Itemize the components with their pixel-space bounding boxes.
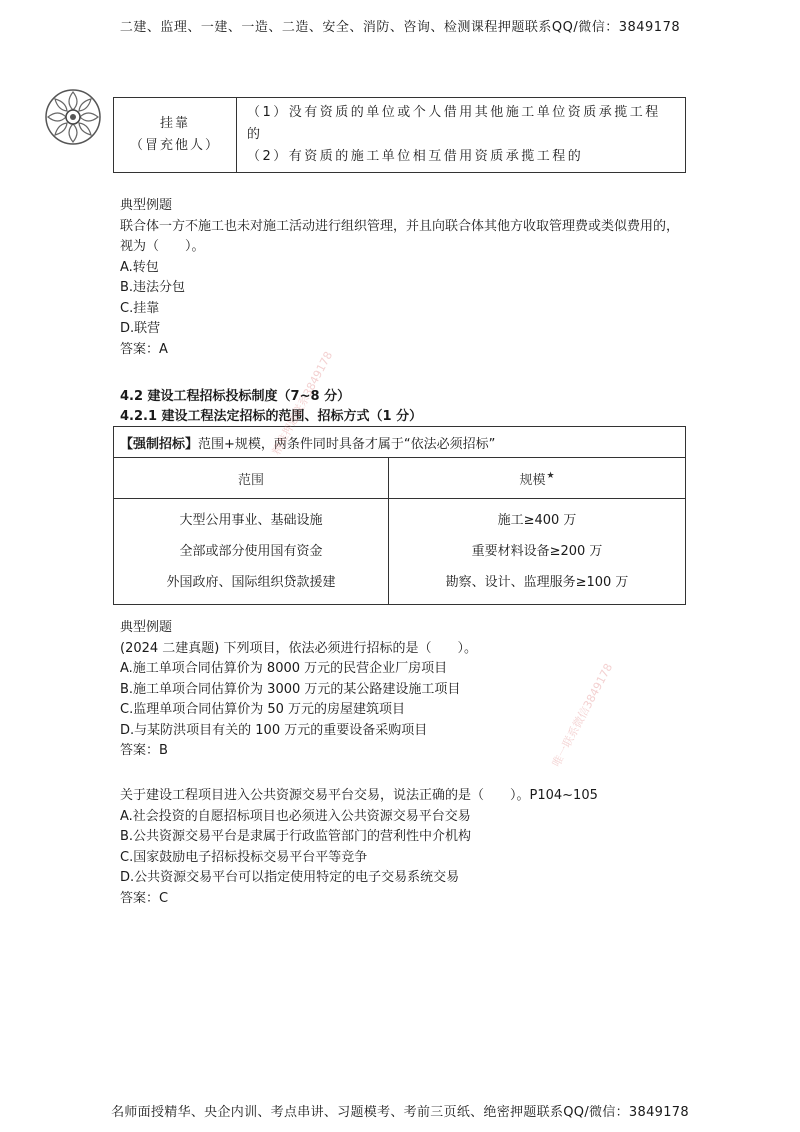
subsection-heading: 4.2.1 建设工程法定招标的范围、招标方式（1 分） bbox=[120, 409, 423, 424]
answer: 答案：C bbox=[120, 890, 169, 906]
answer: 答案：A bbox=[120, 341, 168, 357]
scope-item: 大型公用事业、基础设施 bbox=[179, 513, 323, 528]
option-d: D.联营 bbox=[120, 321, 161, 336]
page-header: 二建、监理、一建、一造、二造、安全、消防、咨询、检测课程押题联系QQ/微信：3849178 bbox=[119, 20, 681, 35]
column-header-scope: 范围 bbox=[114, 458, 389, 499]
option-b: B.违法分包 bbox=[120, 280, 186, 295]
scale-item: 施工≥400 万 bbox=[497, 513, 577, 528]
scale-item: 勘察、设计、监理服务≥100 万 bbox=[445, 575, 629, 590]
watermark: 唯一联系微信3849178 bbox=[549, 661, 616, 770]
question-stem: 关于建设工程项目进入公共资源交易平台交易，说法正确的是（ ）。P104~105 bbox=[120, 788, 598, 803]
affiliation-items bbox=[237, 98, 686, 173]
affiliation-item: （1）没有资质的单位或个人借用其他施工单位资质承揽工程的 bbox=[247, 105, 661, 142]
table-mandatory-bidding bbox=[113, 426, 686, 605]
example-title: 典型例题 bbox=[120, 198, 173, 213]
column-header-scale: 规模★ bbox=[389, 458, 686, 499]
example-question-2 bbox=[120, 618, 477, 762]
watermark: 精准押题联系3849178 bbox=[269, 349, 336, 458]
section-heading: 4.2 建设工程招标投标制度（7~8 分） bbox=[120, 389, 351, 404]
example-question-1 bbox=[120, 196, 690, 360]
option-d: D.公共资源交易平台可以指定使用特定的电子交易系统交易 bbox=[120, 870, 460, 885]
example-question-3 bbox=[120, 786, 598, 909]
option-c: C.国家鼓励电子招标投标交易平台平等竞争 bbox=[120, 849, 368, 865]
example-title: 典型例题 bbox=[120, 620, 173, 635]
seal-logo-icon bbox=[44, 88, 102, 146]
option-c: C.监理单项合同估算价为 50 万元的房屋建筑项目 bbox=[120, 702, 406, 717]
option-b: B.公共资源交易平台是隶属于行政监管部门的营利性中介机构 bbox=[120, 829, 472, 844]
option-a: A.社会投资的自愿招标项目也必须进入公共资源交易平台交易 bbox=[120, 808, 471, 824]
option-d: D.与某防洪项目有关的 100 万元的重要设备采购项目 bbox=[120, 722, 428, 738]
question-stem: (2024 二建真题) 下列项目，依法必须进行招标的是（ ）。 bbox=[120, 640, 477, 656]
scope-list bbox=[114, 499, 389, 605]
option-c: C.挂靠 bbox=[120, 300, 160, 316]
affiliation-label: 挂靠 （冒充他人） bbox=[114, 98, 237, 173]
table-caption: 【强制招标】范围+规模，两条件同时具备才属于“依法必须招标” bbox=[114, 427, 686, 458]
page-footer: 名师面授精华、央企内训、考点串讲、习题模考、考前三页纸、绝密押题联系QQ/微信：3849178 bbox=[111, 1105, 689, 1120]
answer: 答案：B bbox=[120, 743, 168, 758]
option-b: B.施工单项合同估算价为 3000 万元的某公路建设施工项目 bbox=[120, 681, 461, 697]
option-a: A.施工单项合同估算价为 8000 万元的民营企业厂房项目 bbox=[120, 661, 448, 676]
affiliation-item: （2）有资质的施工单位相互借用资质承揽工程的 bbox=[247, 149, 584, 164]
option-a: A.转包 bbox=[120, 259, 159, 275]
scale-list bbox=[389, 499, 686, 605]
scale-item: 重要材料设备≥200 万 bbox=[471, 544, 603, 559]
star-icon: ★ bbox=[546, 471, 555, 482]
question-stem: 联合体一方不施工也未对施工活动进行组织管理，并且向联合体其他方收取管理费或类似费用的，视为（ ）。 bbox=[120, 218, 680, 254]
scope-item: 全部或部分使用国有资金 bbox=[179, 544, 323, 559]
table-affiliation bbox=[113, 97, 686, 173]
scope-item: 外国政府、国际组织贷款援建 bbox=[166, 575, 336, 590]
